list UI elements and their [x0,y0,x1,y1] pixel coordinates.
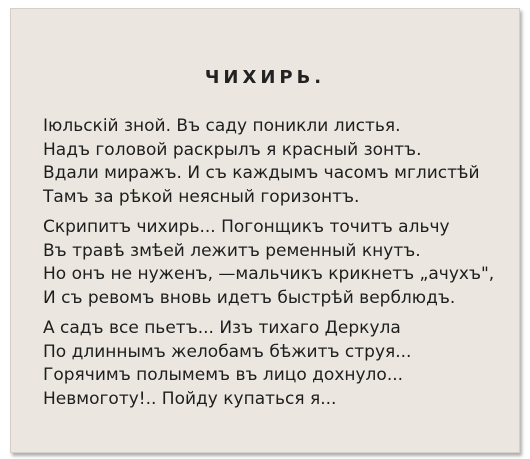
poem-line: Вдали миражъ. И съ каждымъ часомъ мглистѣй [43,163,480,183]
poem-line: Іюльскій зной. Въ саду поникли листья. [43,116,401,136]
poem-line: Тамъ за рѣкой неясный горизонтъ. [43,186,360,207]
poem-line: По длиннымъ желобамъ бѣжитъ струя... [43,341,412,362]
poem-line: Горячимъ полымемъ въ лицо дохнуло... [43,365,404,385]
poem-line: Въ травѣ змѣей лежитъ ременный кнутъ. [43,240,421,261]
stanza-3 [43,317,411,411]
poem-line: А садъ все пьетъ... Изъ тихаго Деркула [43,318,401,338]
stanza-2 [43,216,494,310]
book-page [10,8,520,453]
stanza-1 [43,115,480,209]
poem-line: Невмоготу!.. Пойду купаться я... [43,388,337,409]
poem-line: Надъ головой раскрылъ я красный зонтъ. [43,139,422,160]
poem-line: Но онъ не нуженъ, —мальчикъ крикнетъ „ачухъ", [43,264,495,284]
poem-line: Скрипитъ чихирь... Погонщикъ точитъ альчу [43,217,450,237]
poem-line: И съ ревомъ вновь идетъ быстрѣй верблюдъ. [43,287,456,308]
poem-title: ЧИХИРЬ. [204,67,326,88]
